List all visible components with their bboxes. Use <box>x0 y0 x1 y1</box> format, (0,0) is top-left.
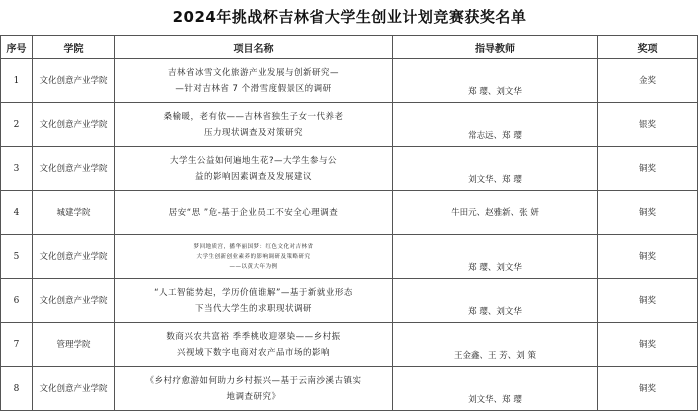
college-cell: 文化创意产业学院 <box>33 59 115 103</box>
table-row <box>1 147 698 191</box>
project-name-cell <box>115 147 393 191</box>
mentor-cell: 郑 璎、刘文华 <box>393 235 598 279</box>
award-cell: 银奖 <box>598 103 698 147</box>
mentor-cell: 牛田元、赵雅新、张 妍 <box>393 191 598 235</box>
row-number: 8 <box>1 367 33 411</box>
project-name-line: 益的影响因素调查及发展建议 <box>194 171 312 182</box>
row-number: 1 <box>1 59 33 103</box>
award-table <box>0 35 698 411</box>
project-name-cell <box>115 191 393 235</box>
award-cell: 铜奖 <box>598 235 698 279</box>
header-college: 学院 <box>33 36 115 59</box>
table-row <box>1 103 698 147</box>
table-row <box>1 235 698 279</box>
project-name-line: 大学生创新创业素养的影响调研及策略研究 <box>196 253 311 260</box>
project-name-line: 大学生公益如何遍地生花?—大学生参与公 <box>169 155 337 166</box>
project-name-cell <box>115 367 393 411</box>
row-number: 7 <box>1 323 33 367</box>
award-cell: 铜奖 <box>598 147 698 191</box>
project-name-line: 梦回地质宫，播华丽国梦：红色文化对吉林省 <box>193 243 314 250</box>
row-number: 4 <box>1 191 33 235</box>
project-name-line: 吉林省冰雪文化旅游产业发展与创新研究— <box>167 67 339 78</box>
header-project: 项目名称 <box>115 36 393 59</box>
college-cell: 文化创意产业学院 <box>33 279 115 323</box>
project-name-line: 桑榆暖，老有依——吉林省独生子女一代养老 <box>163 111 344 122</box>
college-cell: 文化创意产业学院 <box>33 367 115 411</box>
award-cell: 铜奖 <box>598 367 698 411</box>
mentor-cell: 王金鑫、王 芳、刘 策 <box>393 323 598 367</box>
project-name-line: 下当代大学生的求职现状调研 <box>194 303 312 314</box>
project-name-line: —针对吉林省 7 个滑雪度假景区的调研 <box>175 83 332 94</box>
project-name-line: 《乡村疗愈游如何助力乡村振兴—基于云南沙溪古镇实 <box>145 375 362 386</box>
mentor-cell: 刘文华、郑 璎 <box>393 147 598 191</box>
mentor-cell: 常志远、郑 璎 <box>393 103 598 147</box>
row-number: 5 <box>1 235 33 279</box>
row-number: 6 <box>1 279 33 323</box>
project-name-cell <box>115 59 393 103</box>
table-row <box>1 59 698 103</box>
header-no: 序号 <box>1 36 33 59</box>
project-name-line: ——以黄大年为例 <box>229 263 278 270</box>
project-name-line: 居安“思 ”危-基于企业员工不安全心理调查 <box>168 207 339 218</box>
award-cell: 铜奖 <box>598 191 698 235</box>
project-name-cell <box>115 279 393 323</box>
project-name-cell <box>115 103 393 147</box>
project-name-line: 数商兴农共富裕 季季桃收迎翠染——乡村振 <box>166 331 341 342</box>
table-row <box>1 279 698 323</box>
mentor-cell: 刘文华、郑 璎 <box>393 367 598 411</box>
college-cell: 文化创意产业学院 <box>33 103 115 147</box>
row-number: 3 <box>1 147 33 191</box>
document-title: 2024年挑战杯吉林省大学生创业计划竞赛获奖名单 <box>172 8 527 26</box>
table-header-row <box>1 36 698 59</box>
mentor-cell: 郑 璎、刘文华 <box>393 59 598 103</box>
project-name-cell <box>115 235 393 279</box>
table-row <box>1 323 698 367</box>
college-cell: 文化创意产业学院 <box>33 235 115 279</box>
college-cell: 文化创意产业学院 <box>33 147 115 191</box>
table-row <box>1 191 698 235</box>
college-cell: 城建学院 <box>33 191 115 235</box>
project-name-line: 兴视域下数字电商对农产品市场的影响 <box>176 347 330 358</box>
college-cell: 管理学院 <box>33 323 115 367</box>
row-number: 2 <box>1 103 33 147</box>
table-row <box>1 367 698 411</box>
header-award: 奖项 <box>598 36 698 59</box>
project-name-line: “人工智能势起，学历价值谁解”—基于新就业形态 <box>154 287 353 298</box>
award-cell: 金奖 <box>598 59 698 103</box>
award-cell: 铜奖 <box>598 279 698 323</box>
project-name-cell <box>115 323 393 367</box>
mentor-cell: 郑 璎、刘文华 <box>393 279 598 323</box>
project-name-line: 地调查研究》 <box>226 391 281 402</box>
award-cell: 铜奖 <box>598 323 698 367</box>
project-name-line: 压力现状调查及对策研究 <box>203 127 303 138</box>
table-body <box>1 59 698 411</box>
header-mentor: 指导教师 <box>393 36 598 59</box>
